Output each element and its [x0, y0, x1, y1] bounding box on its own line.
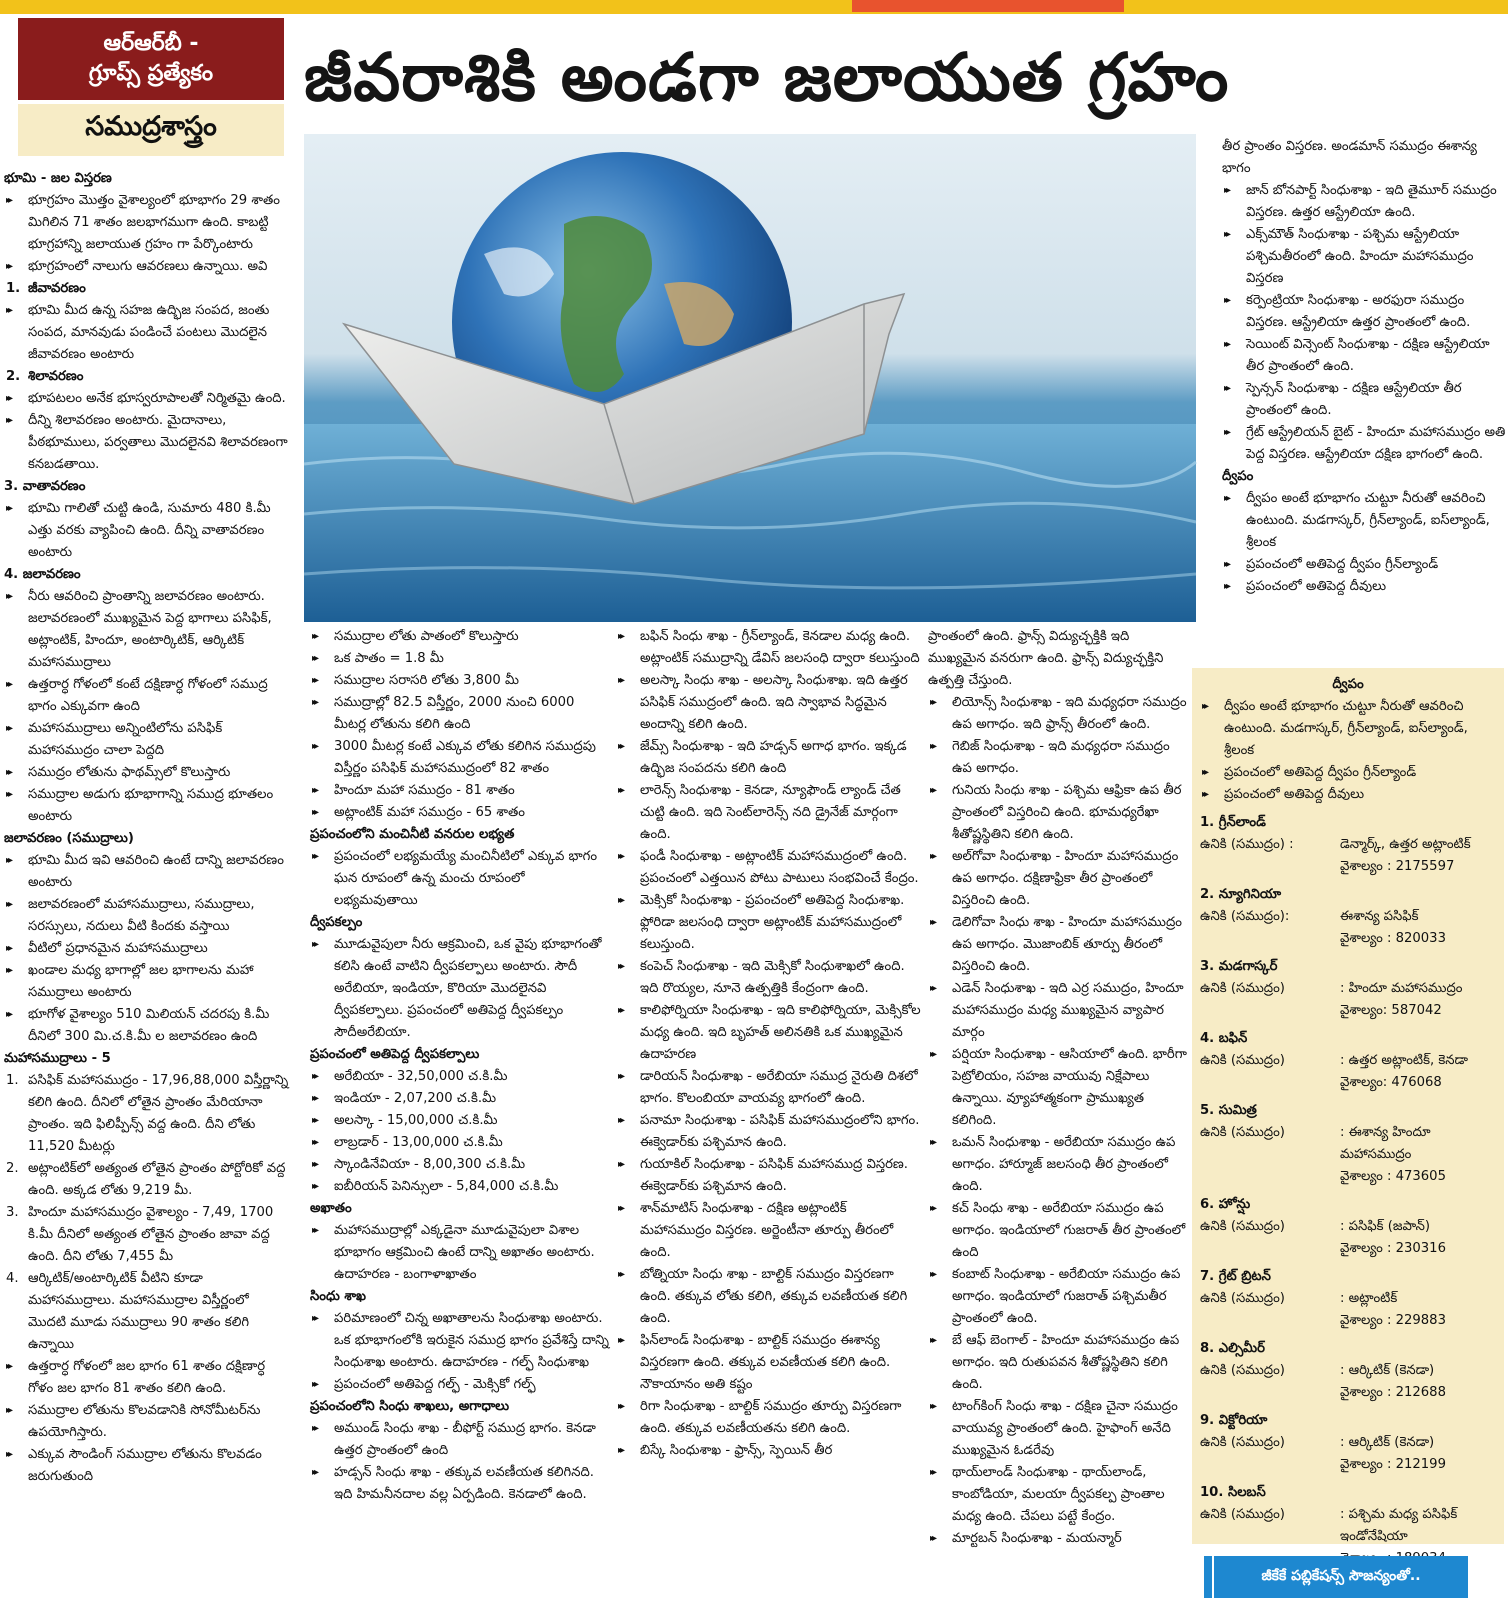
col2-bullet: ▸▸ సముద్రాల సరాసరి లోతు 3,800 మీ: [310, 670, 610, 692]
col3-bullet: ▸▸ బఫిన్‌ సింధు శాఖ - గ్రీన్‌ల్యాండ్‌, కెనడాల మధ్య ఉంది. అట్లాంటిక్‌ సముద్రాన్ని డేవిస్‌ జలసంధి ద్వారా కలుస్తుంది: [616, 626, 922, 670]
column-1: [4, 168, 290, 1604]
col4-bullet: ▸▸ డెలిగోవా సింధు శాఖ - హిందూ మహాసముద్రం ఉప అగాధం. మొజాంబిక్‌ తూర్పు తీరంలో విస్తరించి ఉంది.: [928, 912, 1190, 978]
col3-bullet: ▸▸ అలస్కా సింధు శాఖ - అలస్కా సింధుశాఖ. ఇది ఉత్తర పసిఫిక్‌ సముద్రంలో ఉంది. ఇది స్వాభావ సిద్ధమైన అందాన్ని కలిగి ఉంది.: [616, 670, 922, 736]
island-area: వైశాల్యం : 212688: [1340, 1385, 1446, 1400]
island-item: [1200, 1028, 1496, 1094]
col4-bullet: ▸▸ ఎడెన్‌ సింధుశాఖ - ఇది ఎర్ర సముద్రం, హిందూ మహాసముద్రం మధ్య ముఖ్యమైన వ్యాపార మార్గం: [928, 978, 1190, 1044]
col1-bullet: ▸▸ భూపటలం అనేక భూస్వరూపాలతో నిర్మితమై ఉంది.: [4, 388, 290, 410]
col1-bullet: ▸▸ దీన్ని శిలావరణం అంటారు. మైదానాలు, పీఠభూములు, పర్వతాలు మొదలైనవి శిలావరణంగా కనబడతాయి.: [4, 410, 290, 476]
col2-bullet: ▸▸ పరిమాణంలో చిన్న అఖాతాలను సింధుశాఖ అంటారు. ఒక భూభాగంలోకి ఇరుకైన సముద్ర భాగం ప్రవేశిస్తే దాన్ని సింధుశాఖ అంటారు. ఉదాహరణ - గల్ఫ్‌ సింధుశాఖ: [310, 1308, 610, 1374]
island-location-label: ఉనికి (సముద్రం):: [1200, 909, 1290, 924]
col1-num-text: ఆర్కిటిక్‌/అంటార్కిటిక్‌ వీటిని కూడా మహాసముద్రాలు. మహాసముద్రాల విస్తీర్ణంలో మొదటి మూడు సముద్రాలు 90 శాతం కలిగి ఉన్నాయి: [28, 1271, 250, 1352]
col1-bullet: ▸▸ భూగ్రహంలో నాలుగు ఆవరణలు ఉన్నాయి. అవి: [4, 256, 290, 278]
island-location: : పసిఫిక్‌ (జపాన్‌): [1340, 1219, 1431, 1234]
island-name: 1. గ్రీన్‌లాండ్‌: [1200, 815, 1266, 830]
island-item: [1200, 812, 1496, 878]
col3-bullet: ▸▸ రిగా సింధుశాఖ - బాల్టిక్‌ సముద్రం తూర్పు విస్తరణగా ఉంది. తక్కువ లవణీయతను కలిగి ఉంది.: [616, 1396, 922, 1440]
island-name: 10. సిలబస్‌: [1200, 1485, 1266, 1500]
island-location: : అట్లాంటిక్‌: [1340, 1291, 1398, 1306]
island-location-row: [1200, 1216, 1496, 1238]
island-name: 5. సుమిత్ర: [1200, 1103, 1257, 1118]
num-2: 2.: [6, 369, 21, 384]
col1-heading: భూమి - జల విస్తరణ: [4, 171, 112, 186]
col1-numbered-heading: [4, 366, 290, 388]
column-2: [310, 626, 610, 1604]
island-item: [1200, 1338, 1496, 1404]
top-color-bar-accent: [852, 0, 1124, 12]
islands-title: ద్వీపం: [1332, 677, 1364, 692]
col4-bullet: ▸▸ మార్టబన్‌ సింధుశాఖ - మయన్మార్‌: [928, 1528, 1190, 1550]
col1-heading: మహాసముద్రాలు - 5: [4, 1051, 111, 1066]
islands-intro: ▸▸ ద్వీపం అంటే భూభాగం చుట్టూ నీరుతో ఆవరించి ఉంటుంది. మడగాస్కర్‌, గ్రీన్‌ల్యాండ్‌, ఐస్‌ల్యాండ్‌, శ్రీలంక: [1200, 696, 1496, 762]
num-3: 3.: [6, 1205, 19, 1220]
island-name: 7. గ్రేట్‌ బ్రిటన్‌: [1200, 1269, 1271, 1284]
col1-bullet: ▸▸ ఎక్కువ సౌండింగ్‌ సముద్రాల లోతును కొలవడం జరుగుతుంది: [4, 1444, 290, 1488]
col5-bullet: ▸▸ స్పెన్సన్‌ సింధుశాఖ - దక్షిణ ఆస్ట్రేలియా తీర ప్రాంతంలో ఉంది.: [1222, 378, 1506, 422]
island-name: 8. ఎల్సిమీర్‌: [1200, 1341, 1265, 1356]
credit-label: జీకేకే పబ్లికేషన్స్‌ సౌజన్యంతో..: [1214, 1556, 1468, 1598]
col1-num-text: హిందూ మహాసముద్రం వైశాల్యం - 7,49, 1700 కి.మీ దీనిలో అత్యంత లోతైన ప్రాంతం జావా వద్ద ఉంది. దీని లోతు 7,455 మీ: [28, 1205, 274, 1264]
col1-bullet: ▸▸ ఉత్తరార్ధ గోళంలో కంటే దక్షిణార్ధ గోళంలో సముద్ర భాగం ఎక్కువగా ఉంది: [4, 674, 290, 718]
island-location: : ఈశాన్య హిందూ మహాసముద్రం: [1340, 1125, 1431, 1162]
island-location-label: ఉనికి (సముద్రం): [1200, 1507, 1285, 1522]
globe-boat-illustration: [304, 134, 1196, 622]
island-name: 9. విక్టోరియా: [1200, 1413, 1268, 1428]
col2-bullet: ▸▸ మూడువైపులా నీరు ఆక్రమించి, ఒక వైపు భూభాగంతో కలిసి ఉంటే వాటిని ద్వీపకల్పాలు అంటారు. సౌదీ అరేబియా, ఇండియా, కొరియా మొదలైనవి ద్వీపకల్పాలు. ప్రపంచంలో అతిపెద్ద ద్వీపకల్పం సౌదీఅరేబియా.: [310, 934, 610, 1044]
islands-box: [1192, 668, 1504, 1544]
col4-continuation: ప్రాంతంలో ఉంది. ఫ్రాన్స్‌ విద్యుచ్ఛక్తికి ఇది ముఖ్యమైన వనరుగా ఉంది. ఫ్రాన్స్‌ విద్యుచ్ఛక్తిని ఉత్పత్తి చేస్తుంది.: [928, 629, 1164, 688]
island-area: వైశాల్యం: 476068: [1340, 1075, 1442, 1090]
island-location: : ఆర్కిటిక్‌ (కెనడా): [1340, 1363, 1435, 1378]
col1-numbered: [4, 1202, 290, 1268]
col2-bullet: ▸▸ అలస్కా - 15,00,000 చ.కి.మీ: [310, 1110, 610, 1132]
island-location-label: ఉనికి (సముద్రం): [1200, 981, 1285, 996]
col2-bullet: ▸▸ ప్రపంచంలో లభ్యమయ్యే మంచినీటిలో ఎక్కువ భాగం ఘన రూపంలో ఉన్న మంచు రూపంలో లభ్యమవుతాయి: [310, 846, 610, 912]
num-1: 1.: [6, 281, 21, 296]
island-location-label: ఉనికి (సముద్రం): [1200, 1125, 1285, 1140]
col5-heading: ద్వీపం: [1222, 469, 1254, 484]
section-label: [18, 18, 284, 100]
col4-bullet: ▸▸ కంబాట్‌ సింధుశాఖ - అరేబియా సముద్రం ఉప అగాధం. ఇండియాలో గుజరాత్‌ పశ్చిమతీర ప్రాంతంలో ఉంది.: [928, 1264, 1190, 1330]
col5-bullet: ▸▸ సెయింట్‌ విన్సెంట్‌ సింధుశాఖ - దక్షిణ ఆస్ట్రేలియా తీర ప్రాంతంలో ఉంది.: [1222, 334, 1506, 378]
col1-heading: జలావరణం (సముద్రాలు): [4, 831, 134, 846]
col2-bullet: ▸▸ లాబ్రడార్‌ - 13,00,000 చ.కి.మీ: [310, 1132, 610, 1154]
islands-intro: ▸▸ ప్రపంచంలో అతిపెద్ద ద్వీపం గ్రీన్‌ల్యాండ్‌: [1200, 762, 1496, 784]
col1-numbered: [4, 1268, 290, 1356]
col2-bullet: ▸▸ ప్రపంచంలో అతిపెద్ద గల్ఫ్‌ - మెక్సికో గల్ఫ్‌: [310, 1374, 610, 1396]
col3-bullet: ▸▸ ఫండీ సింధుశాఖ - అట్లాంటిక్‌ మహాసముద్రంలో ఉంది. ప్రపంచంలో ఎత్తయిన పోటు పాటులు సంభవించే కేంద్రం.: [616, 846, 922, 890]
island-location-row: [1200, 834, 1496, 856]
col1-bullet: ▸▸ జలావరణంలో మహాసముద్రాలు, సముద్రాలు, సరస్సులు, నదులు వీటి కిందకు వస్తాయి: [4, 894, 290, 938]
col5-bullet: ▸▸ కర్పెంట్రియా సింధుశాఖ - అరఫురా సముద్రం విస్తరణ. ఆస్ట్రేలియా ఉత్తర ప్రాంతంలో ఉంది.: [1222, 290, 1506, 334]
island-name: 6. హోన్షు: [1200, 1197, 1251, 1212]
column-3: [616, 626, 922, 1604]
col3-bullet: ▸▸ జేమ్స్‌ సింధుశాఖ - ఇది హడ్సన్‌ అగాధ భాగం. ఇక్కడ ఉద్భిజ సంపదను కలిగి ఉంది: [616, 736, 922, 780]
col3-bullet: ▸▸ కాలిఫోర్నియా సింధుశాఖ - ఇది కాలిఫోర్నియా, మెక్సికోల మధ్య ఉంది. ఇది బృహత్‌ అలినతికి ఒక ముఖ్యమైన ఉదాహరణ: [616, 1000, 922, 1066]
col4-bullet: ▸▸ గునియ సింధు శాఖ - పశ్చిమ ఆఫ్రికా ఉప తీర ప్రాంతంలో విస్తరించి ఉంది. భూమధ్యరేఖా శీతోష్ణస్థితిని కలిగి ఉంది.: [928, 780, 1190, 846]
col2-bullet: ▸▸ ఐబీరియన్‌ పెనిన్సులా - 5,84,000 చ.కి.మీ: [310, 1176, 610, 1198]
island-area: వైశాల్యం : 2175597: [1340, 859, 1455, 874]
col1-num-text: పసిఫిక్‌ మహాసముద్రం - 17,96,88,000 విస్తీర్ణాన్ని కలిగి ఉంది. దీనిలో లోతైన ప్రాంతం మేరియానా ప్రాంతం. ఇది ఫిలిప్పీన్స్‌ వద్ద ఉంది. దీని లోతు 11,520 మీటర్లు: [28, 1073, 289, 1154]
col1-bullet: ▸▸ భూమి గాలితో చుట్టి ఉండి, సుమారు 480 కి.మీ ఎత్తు వరకు వ్యాపించి ఉంది. దీన్ని వాతావరణం అంటారు: [4, 498, 290, 564]
col5-bullet: ▸▸ ప్రపంచంలో అతిపెద్ద ద్వీపం గ్రీన్‌ల్యాండ్‌: [1222, 554, 1506, 576]
island-item: [1200, 1194, 1496, 1260]
island-location-row: [1200, 1432, 1496, 1454]
col2-bullet: ▸▸ 3000 మీటర్ల కంటే ఎక్కువ లోతు కలిగిన సముద్రపు విస్తీర్ణం పసిఫిక్‌ మహాసముద్రంలో 82 శాతం: [310, 736, 610, 780]
island-location: : హిందూ మహాసముద్రం: [1340, 981, 1463, 996]
col1-numbered: [4, 1070, 290, 1158]
col1-heading: 4. జలావరణం: [4, 567, 81, 582]
island-area: వైశాల్యం : 230316: [1340, 1241, 1446, 1256]
subject-label: సముద్రశాస్త్రం: [18, 104, 284, 156]
island-item: [1200, 1410, 1496, 1476]
num-4: 4.: [6, 1271, 19, 1286]
col3-bullet: ▸▸ మెక్సికో సింధుశాఖ - ప్రపంచంలో అతిపెద్ద సింధుశాఖ. ఫ్లోరిడా జలసంధి ద్వారా అట్లాంటిక్‌ మహాసముద్రంలో కలుస్తుంది.: [616, 890, 922, 956]
island-area: వైశాల్యం : 229883: [1340, 1313, 1446, 1328]
col2-bullet: ▸▸ అముండ్‌ సింధు శాఖ - బీఫోర్ట్‌ సముద్ర భాగం. కెనడా ఉత్తర ప్రాంతంలో ఉంది: [310, 1418, 610, 1462]
island-location: : ఆర్కిటిక్‌ (కెనడా): [1340, 1435, 1435, 1450]
col3-bullet: ▸▸ శాన్‌మాటిస్‌ సింధుశాఖ - దక్షిణ అట్లాంటిక్‌ మహాసముద్రం విస్తరణ. అర్జెంటీనా తూర్పు తీరంలో ఉంది.: [616, 1198, 922, 1264]
island-location-row: [1200, 1050, 1496, 1072]
col4-bullet: ▸▸ ఒమన్‌ సింధుశాఖ - అరేబియా సముద్రం ఉప అగాధం. హార్మూజ్‌ జలసంధి తీర ప్రాంతంలో ఉంది.: [928, 1132, 1190, 1198]
island-location: ఈశాన్య పసిఫిక్‌: [1340, 909, 1419, 924]
col1-num-text: జీవావరణం: [28, 281, 86, 296]
col1-num-text: శిలావరణం: [28, 369, 84, 384]
col4-bullet: ▸▸ కచ్‌ సింధు శాఖ - అరేబియా సముద్రం ఉప అగాధం. ఇండియాలో గుజరాత్‌ తీర ప్రాంతంలో ఉంది: [928, 1198, 1190, 1264]
island-location: : ఉత్తర అట్లాంటిక్‌, కెనడా: [1340, 1053, 1468, 1068]
col1-numbered: [4, 1158, 290, 1202]
col2-bullet: ▸▸ హడ్సన్‌ సింధు శాఖ - తక్కువ లవణీయత కలిగినది. ఇది హిమనీనదాల వల్ల ఏర్పడింది. కెనడాలో ఉంది.: [310, 1462, 610, 1506]
col4-bullet: ▸▸ అల్‌గోవా సింధుశాఖ - హిందూ మహాసముద్రం ఉప అగాధం. దక్షిణాఫ్రికా తీర ప్రాంతంలో విస్తరించి ఉంది.: [928, 846, 1190, 912]
col2-bullet: ▸▸ మహాసముద్రాల్లో ఎక్కడైనా మూడువైపులా విశాల భూభాగం ఆక్రమించి ఉంటే దాన్ని అఖాతం అంటారు. ఉదాహరణ - బంగాళాఖాతం: [310, 1220, 610, 1286]
island-location: : పశ్చిమ మధ్య పసిఫిక్‌ ఇండోనేషియా: [1340, 1507, 1458, 1544]
col3-bullet: ▸▸ కంపెచ్‌ సింధుశాఖ - ఇది మెక్సికో సింధుశాఖలో ఉంది. ఇది రొయ్యల, నూనె ఉత్పత్తికి కేంద్రంగా ఉంది.: [616, 956, 922, 1000]
section-label-line1: ఆర్‌ఆర్‌బీ -: [103, 31, 199, 56]
col5-bullet: ▸▸ జాన్‌ బోనపార్ట్‌ సింధుశాఖ - ఇది తైమూర్‌ సముద్రం విస్తరణ. ఉత్తర ఆస్ట్రేలియా ఉంది.: [1222, 180, 1506, 224]
island-location-row: [1200, 1360, 1496, 1382]
island-item: [1200, 884, 1496, 950]
col3-bullet: ▸▸ బోత్నియా సింధు శాఖ - బాల్టిక్‌ సముద్రం విస్తరణగా ఉంది. తక్కువ లోతు కలిగి, తక్కువ లవణీయత కలిగి ఉంది.: [616, 1264, 922, 1330]
col4-bullet: ▸▸ పర్షియా సింధుశాఖ - ఆసియాలో ఉంది. భారీగా పెట్రోలియం, సహజ వాయువు నిక్షేపాలు ఉన్నాయి. వ్యూహాత్మకంగా ప్రాముఖ్యత కలిగింది.: [928, 1044, 1190, 1132]
col2-bullet: ▸▸ అరేబియా - 32,50,000 చ.కి.మీ: [310, 1066, 610, 1088]
col5-bullet: ▸▸ ద్వీపం అంటే భూభాగం చుట్టూ నీరుతో ఆవరించి ఉంటుంది. మడగాస్కర్‌, గ్రీన్‌ల్యాండ్‌, ఐస్‌ల్యాండ్‌, శ్రీలంక: [1222, 488, 1506, 554]
island-name: 2. న్యూగినియా: [1200, 887, 1282, 902]
col1-bullet: ▸▸ భూమి మీద ఉన్న సహజ ఉద్భిజ సంపద, జంతు సంపద, మానవుడు పండించే పంటలు మొదలైన జీవావరణం అంటారు: [4, 300, 290, 366]
num-1: 1.: [6, 1073, 19, 1088]
island-item: [1200, 1100, 1496, 1188]
col1-bullet: ▸▸ సముద్రాల లోతును కొలవడానికి సోనోమీటర్‌ను ఉపయోగిస్తారు.: [4, 1400, 290, 1444]
col1-bullet: ▸▸ ఖండాల మధ్య భాగాల్లో జల భాగాలను మహా సముద్రాలు అంటారు: [4, 960, 290, 1004]
col1-bullet: ▸▸ భూగోళ వైశాల్యం 510 మిలియన్‌ చదరపు కి.మీ దీనిలో 300 మి.చ.కి.మీ ల జలావరణం ఉంది: [4, 1004, 290, 1048]
credit-bar: [1204, 1556, 1212, 1598]
col3-bullet: ▸▸ లారెన్స్‌ సింధుశాఖ - కెనడా, న్యూఫౌండ్‌ ల్యాండ్‌ చేత చుట్టి ఉంది. ఇది సెంట్‌లారెన్స్‌ నది డ్రైనేజ్‌ మార్గంగా ఉంది.: [616, 780, 922, 846]
col2-heading: ప్రపంచంలో అతిపెద్ద ద్వీపకల్పాలు: [310, 1047, 480, 1062]
col1-bullet: ▸▸ సముద్రం లోతును ఫాథమ్స్‌లో కొలుస్తారు: [4, 762, 290, 784]
column-5: [1222, 136, 1506, 672]
col2-bullet: ▸▸ సముద్రాల లోతు పాతంలో కొలుస్తారు: [310, 626, 610, 648]
column-4: [928, 626, 1190, 1604]
top-color-bar: [0, 0, 1508, 14]
col2-heading: ద్వీపకల్పం: [310, 915, 363, 930]
island-location-label: ఉనికి (సముద్రం): [1200, 1053, 1285, 1068]
col2-bullet: ▸▸ స్కాండినేవియా - 8,00,300 చ.కి.మీ: [310, 1154, 610, 1176]
island-area: వైశాల్యం : 473605: [1340, 1169, 1446, 1184]
col3-bullet: ▸▸ బిస్కే సింధుశాఖ - ఫ్రాన్స్‌, స్పెయిన్‌ తీర: [616, 1440, 922, 1462]
col3-bullet: ▸▸ డారియన్‌ సింధుశాఖ - అరేబియా సముద్ర నైరుతి దిశలో భాగం. కొలంబియా వాయవ్య భాగంలో ఉంది.: [616, 1066, 922, 1110]
col2-bullet: ▸▸ ఇండియా - 2,07,200 చ.కి.మీ: [310, 1088, 610, 1110]
island-name: 3. మడగాస్కర్‌: [1200, 959, 1278, 974]
col2-heading: ప్రపంచంలోని మంచినీటి వనరుల లభ్యత: [310, 827, 515, 842]
col1-numbered-heading: [4, 278, 290, 300]
col3-bullet: ▸▸ ఫిన్‌లాండ్‌ సింధుశాఖ - బాల్టిక్‌ సముద్రం ఈశాన్య విస్తరణగా ఉంది. తక్కువ లవణీయత కలిగి ఉంది. నౌకాయానం అతి కష్టం: [616, 1330, 922, 1396]
island-location-label: ఉనికి (సముద్రం): [1200, 1435, 1285, 1450]
island-area: వైశాల్యం : 820033: [1340, 931, 1446, 946]
col1-bullet: ▸▸ మహాసముద్రాలు అన్నింటిలోను పసిఫిక్‌ మహాసముద్రం చాలా పెద్దది: [4, 718, 290, 762]
col4-bullet: ▸▸ థాయ్‌లాండ్‌ సింధుశాఖ - థాయ్‌లాండ్‌, కాంబోడియా, మలయా ద్వీపకల్ప ప్రాంతాల మధ్య ఉంది. చేపలు పట్టే కేంద్రం.: [928, 1462, 1190, 1528]
col4-bullet: ▸▸ బే ఆఫ్‌ బెంగాల్‌ - హిందూ మహాసముద్రం ఉప అగాధం. ఇది రుతుపవన శీతోష్ణస్థితిని కలిగి ఉంది.: [928, 1330, 1190, 1396]
col2-bullet: ▸▸ ఒక పాతం = 1.8 మీ: [310, 648, 610, 670]
globe-boat-image: [304, 134, 1196, 622]
col1-bullet: ▸▸ వీటిలో ప్రధానమైన మహాసముద్రాలు: [4, 938, 290, 960]
island-location-label: ఉనికి (సముద్రం): [1200, 1363, 1285, 1378]
col3-bullet: ▸▸ పనామా సింధుశాఖ - పసిఫిక్‌ మహాసముద్రంలోని భాగం. ఈక్వెడార్‌కు పశ్చిమాన ఉంది.: [616, 1110, 922, 1154]
col5-bullet: ▸▸ ప్రపంచంలో అతిపెద్ద దీవులు: [1222, 576, 1506, 598]
island-area: వైశాల్యం : 212199: [1340, 1457, 1446, 1472]
island-location-row: [1200, 1504, 1496, 1548]
col2-heading: సింధు శాఖ: [310, 1289, 366, 1304]
num-2: 2.: [6, 1161, 19, 1176]
headline: జీవరాశికి అండగా జలాయుత గ్రహం: [304, 39, 1230, 116]
islands-intro: ▸▸ ప్రపంచంలో అతిపెద్ద దీవులు: [1200, 784, 1496, 806]
col5-bullet: ▸▸ గ్రేట్‌ ఆస్ట్రేలియన్‌ బైట్‌ - హిందూ మహాసముద్రం అతి పెద్ద విస్తరణ. ఆస్ట్రేలియా దక్షిణ భాగంలో ఉంది.: [1222, 422, 1506, 466]
col4-bullet: ▸▸ టాంగ్‌కింగ్‌ సింధు శాఖ - దక్షిణ చైనా సముద్రం వాయువ్య ప్రాంతంలో ఉంది. హైఫాంగ్‌ అనేది ముఖ్యమైన ఓడరేవు: [928, 1396, 1190, 1462]
col1-bullet: ▸▸ ఉత్తరార్ధ గోళంలో జల భాగం 61 శాతం దక్షిణార్ధ గోళం జల భాగం 81 శాతం కలిగి ఉంది.: [4, 1356, 290, 1400]
col1-bullet: ▸▸ భూమి మీద ఇవి ఆవరించి ఉంటే దాన్ని జలావరణం అంటారు: [4, 850, 290, 894]
col1-bullet: ▸▸ సముద్రాల అడుగు భూభాగాన్ని సముద్ర భూతలం అంటారు: [4, 784, 290, 828]
island-location-row: [1200, 906, 1496, 928]
island-item: [1200, 1266, 1496, 1332]
col2-heading: అఖాతం: [310, 1201, 352, 1216]
col1-num-text: అట్లాంటిక్‌లో అత్యంత లోతైన ప్రాంతం పోర్టోరికో వద్ద ఉంది. అక్కడ లోతు 9,219 మీ.: [28, 1161, 286, 1198]
island-list: [1200, 812, 1496, 1570]
island-location-label: ఉనికి (సముద్రం): [1200, 1291, 1285, 1306]
island-location-label: ఉనికి (సముద్రం): [1200, 1219, 1285, 1234]
col4-bullet: ▸▸ లియోన్స్‌ సింధుశాఖ - ఇది మధ్యధరా సముద్రం ఉప అగాధం. ఇది ఫ్రాన్స్‌ తీరంలో ఉంది.: [928, 692, 1190, 736]
col5-continuation: తీర ప్రాంతం విస్తరణ. అండమాన్‌ సముద్రం ఈశాన్య భాగం: [1222, 139, 1477, 176]
col2-heading: ప్రపంచంలోని సింధు శాఖలు, అగాధాలు: [310, 1399, 510, 1414]
island-location: డెన్మార్క్‌, ఉత్తర అట్లాంటిక్‌: [1340, 837, 1471, 852]
island-location-label: ఉనికి (సముద్రం) :: [1200, 837, 1294, 852]
col2-bullet: ▸▸ అట్లాంటిక్‌ మహా సముద్రం - 65 శాతం: [310, 802, 610, 824]
island-name: 4. బఫిన్‌: [1200, 1031, 1248, 1046]
col4-bullet: ▸▸ గెబిజ్‌ సింధుశాఖ - ఇది మధ్యధరా సముద్రం ఉప అగాధం.: [928, 736, 1190, 780]
col5-bullet: ▸▸ ఎక్స్‌మౌత్‌ సింధుశాఖ - పశ్చిమ ఆస్ట్రేలియా పశ్చిమతీరంలో ఉంది. హిందూ మహాసముద్రం విస్తరణ: [1222, 224, 1506, 290]
island-location-row: [1200, 1288, 1496, 1310]
island-location-row: [1200, 978, 1496, 1000]
col2-bullet: ▸▸ సముద్రాల్లో 82.5 విస్తీర్ణం, 2000 నుంచి 6000 మీటర్ల లోతును కలిగి ఉంది: [310, 692, 610, 736]
col1-bullet: ▸▸ భూగ్రహం మొత్తం వైశాల్యంలో భూభాగం 29 శాతం మిగిలిన 71 శాతం జలభాగముగా ఉంది. కాబట్టి భూగ్రహాన్ని జలాయుత గ్రహం గా పేర్కొంటారు: [4, 190, 290, 256]
col2-bullet: ▸▸ హిందూ మహా సముద్రం - 81 శాతం: [310, 780, 610, 802]
col3-bullet: ▸▸ గుయాకిల్‌ సింధుశాఖ - పసిఫిక్‌ మహాసముద్ర విస్తరణ. ఈక్వెడార్‌కు పశ్చిమాన ఉంది.: [616, 1154, 922, 1198]
island-location-row: [1200, 1122, 1496, 1166]
col1-bullet: ▸▸ నీరు ఆవరించి ప్రాంతాన్ని జలావరణం అంటారు. జలావరణంలో ముఖ్యమైన పెద్ద భాగాలు పసిఫిక్‌, అట్లాంటిక్‌, హిందూ, అంటార్కిటిక్‌, ఆర్కిటిక్‌ మహాసముద్రాలు: [4, 586, 290, 674]
section-label-line2: గ్రూప్స్‌ ప్రత్యేకం: [88, 61, 214, 86]
col1-heading: 3. వాతావరణం: [4, 479, 86, 494]
island-item: [1200, 956, 1496, 1022]
island-area: వైశాల్యం: 587042: [1340, 1003, 1442, 1018]
